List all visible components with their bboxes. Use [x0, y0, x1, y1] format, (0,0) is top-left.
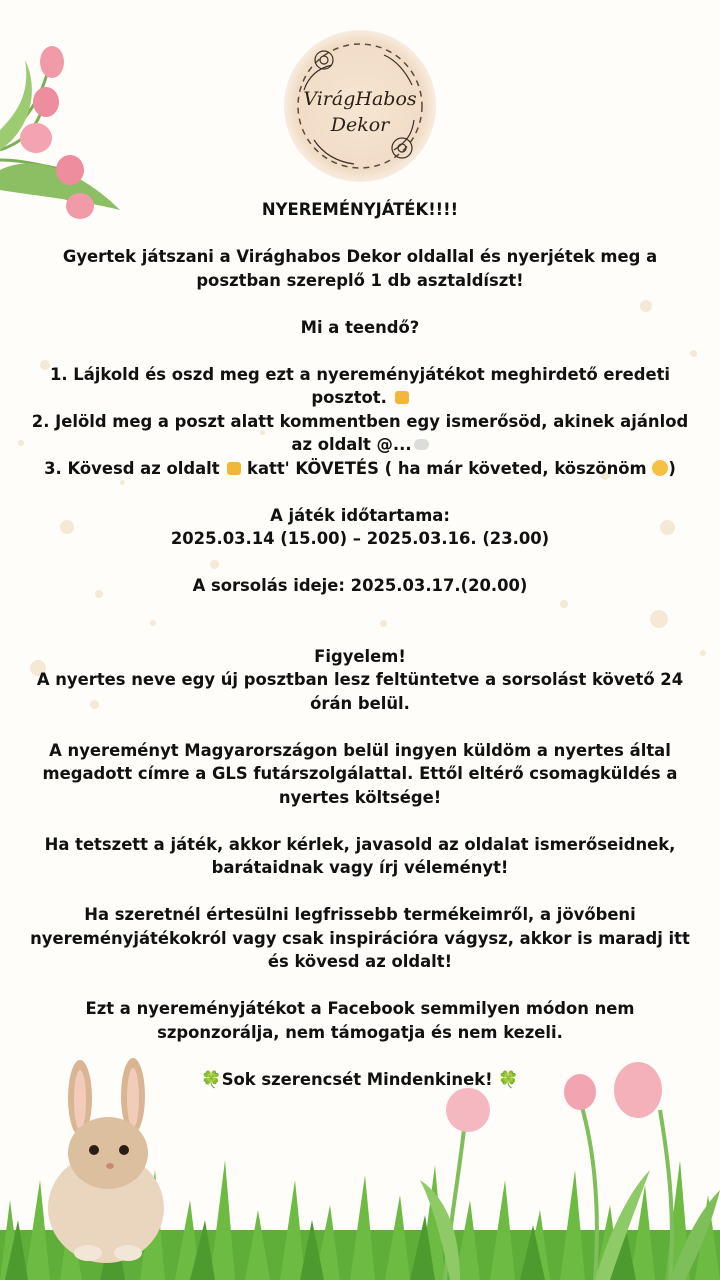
intro-line-1: Gyertek játszani a Virághabos Dekor oldallal és nyerjétek meg a [62, 247, 658, 266]
brand-logo [284, 30, 436, 182]
duration-label: A játék időtartama: [270, 505, 450, 525]
duration-value: 2025.03.14 (15.00) – 2025.03.16. (23.00) [170, 529, 550, 548]
clover-icon: 🍀 [201, 1069, 222, 1089]
step-1-line-1: 1. Lájkold és oszd meg ezt a nyereményjátékot meghirdető eredeti [49, 364, 671, 384]
step-1-line-2: posztot. [10, 386, 710, 410]
todo-heading: Mi a teendő? [300, 317, 420, 337]
draw-date: A sorsolás ideje: 2025.03.17.(20.00) [192, 576, 528, 595]
shipping-line-3: nyertes költsége! [278, 787, 442, 807]
thumbs-up-icon [227, 462, 241, 475]
step-2-line-1: 2. Jelöld meg a poszt alatt kommentben egy ismerősöd, akinek ajánlod [31, 411, 689, 431]
post-title: NYEREMÉNYJÁTÉK!!!! [261, 200, 459, 219]
speech-bubble-icon [414, 439, 429, 450]
notice-line-2: órán belül. [310, 693, 410, 713]
recommend-line-1: Ha tetszett a játék, akkor kérlek, javasold az oldalat ismerőseidnek, [44, 834, 676, 854]
closing-line: 🍀Sok szerencsét Mindenkinek! 🍀 [201, 1069, 519, 1089]
tulip-bouquet-decoration [0, 20, 140, 220]
thumbs-up-icon [395, 391, 409, 404]
disclaimer-line-2: szponzorálja, nem támogatja és nem kezeli. [157, 1022, 563, 1042]
notice-line-1: A nyertes neve egy új posztban lesz feltüntetve a sorsolást követő 24 [36, 670, 684, 689]
step-2-line-2: az oldalt @... [10, 433, 710, 457]
logo-wordmark-line2: Dekor [330, 114, 390, 136]
notice-heading: Figyelem! [314, 646, 406, 666]
giveaway-post-text [10, 198, 710, 1091]
tulips-decoration [420, 1050, 720, 1280]
kissing-face-icon [652, 460, 668, 476]
step-3: 3. Kövesd az oldalt katt' KÖVETÉS ( ha már követed, köszönöm ) [44, 458, 676, 478]
follow-line-2: nyereményjátékokról vagy csak inspirációra vágysz, akkor is maradj itt [30, 928, 690, 948]
follow-line-3: és kövesd az oldalt! [267, 952, 453, 971]
follow-line-1: Ha szeretnél értesülni legfrissebb termékeimről, a jövőbeni [84, 905, 636, 924]
recommend-line-2: barátaidnak vagy írj véleményt! [211, 858, 509, 877]
disclaimer-line-1: Ezt a nyereményjátékot a Facebook semmilyen módon nem [85, 999, 635, 1018]
bunny-illustration [28, 1058, 178, 1263]
intro-line-2: posztban szereplő 1 db asztaldíszt! [196, 270, 524, 290]
shipping-line-1: A nyereményt Magyarországon belül ingyen küldöm a nyertes által [49, 740, 671, 760]
shipping-line-2: megadott címre a GLS futárszolgálattal. Ettől eltérő csomagküldés a [42, 764, 678, 783]
logo-wordmark-line1: VirágHabos [303, 88, 417, 110]
clover-icon: 🍀 [498, 1069, 519, 1089]
